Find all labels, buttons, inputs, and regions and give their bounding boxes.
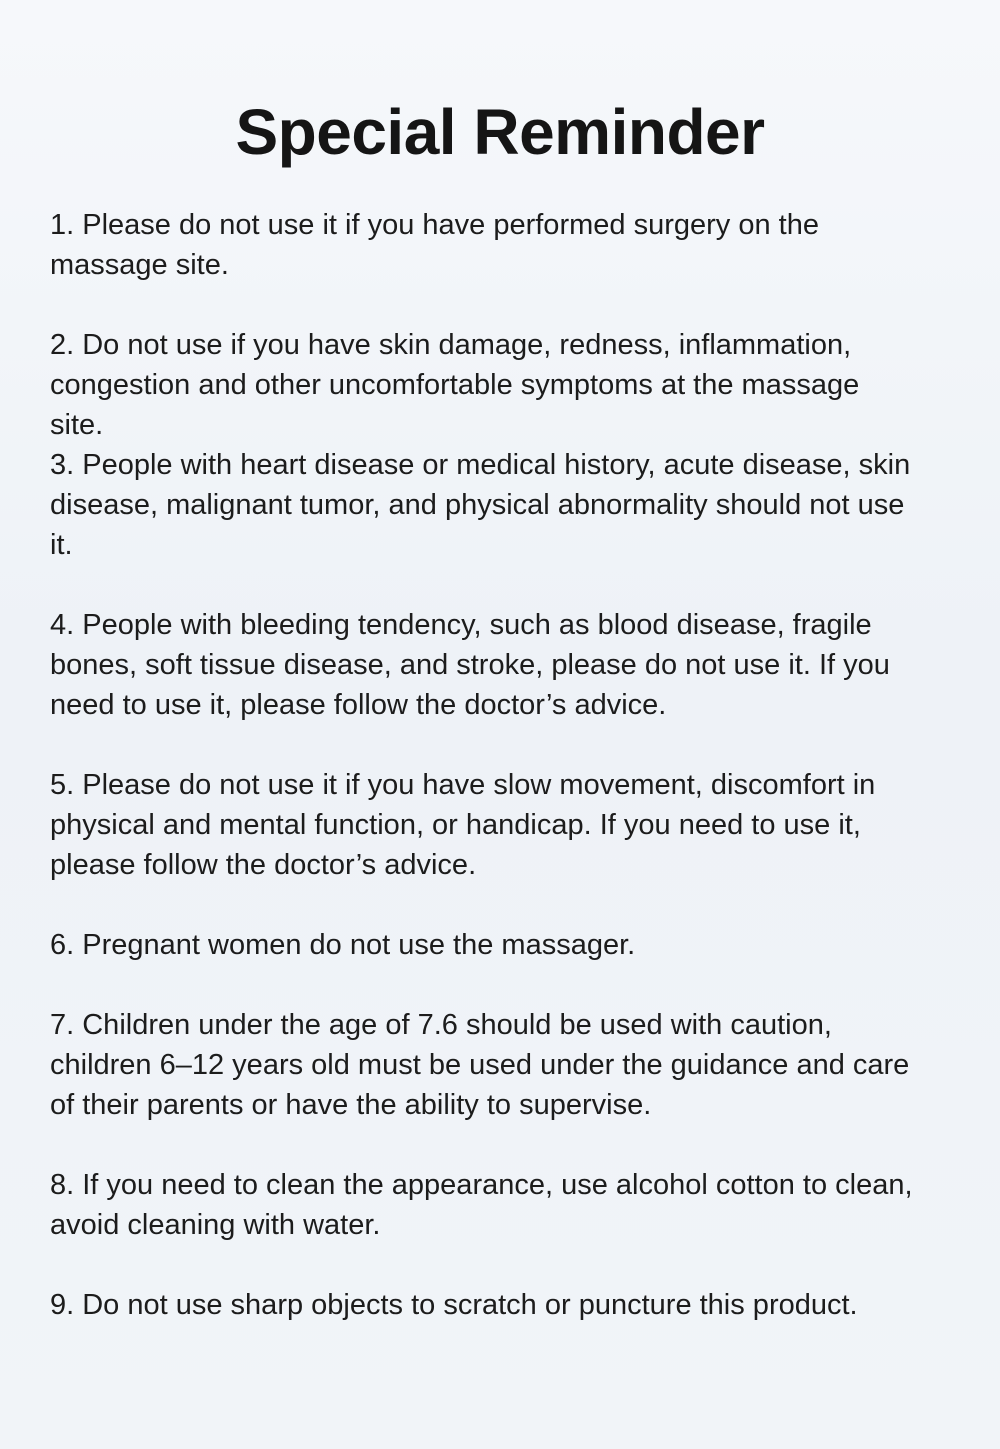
reminder-item-9: 9. Do not use sharp objects to scratch or puncture this product.	[50, 1289, 858, 1321]
spacer	[50, 1245, 970, 1285]
reminder-item-1: 1. Please do not use it if you have performed surgery on the massage site.	[50, 209, 819, 281]
spacer	[50, 725, 970, 765]
reminder-list	[50, 205, 970, 1325]
reminder-item-4: 4. People with bleeding tendency, such as blood disease, fragile bones, soft tissue disease, and stroke, please do not use it. If you need to use it, please follow the doctor’s advice.	[50, 609, 890, 721]
spacer	[50, 1125, 970, 1165]
spacer	[50, 285, 970, 325]
reminder-item-5: 5. Please do not use it if you have slow movement, discomfort in physical and mental function, or handicap. If you need to use it, please follow the doctor’s advice.	[50, 769, 876, 881]
spacer	[50, 885, 970, 925]
reminder-item-6: 6. Pregnant women do not use the massager.	[50, 929, 636, 961]
spacer	[50, 565, 970, 605]
reminder-item-2: 2. Do not use if you have skin damage, redness, inflammation, congestion and other uncomfortable symptoms at the massage site.	[50, 329, 860, 441]
page-title: Special Reminder	[235, 96, 765, 168]
spacer	[50, 965, 970, 1005]
reminder-item-8: 8. If you need to clean the appearance, use alcohol cotton to clean, avoid cleaning with water.	[50, 1169, 913, 1241]
reminder-item-3: 3. People with heart disease or medical history, acute disease, skin disease, malignant tumor, and physical abnormality should not use it.	[50, 449, 911, 561]
reminder-item-7: 7. Children under the age of 7.6 should be used with caution, children 6–12 years old must be used under the guidance and care of their parents or have the ability to supervise.	[50, 1009, 910, 1121]
